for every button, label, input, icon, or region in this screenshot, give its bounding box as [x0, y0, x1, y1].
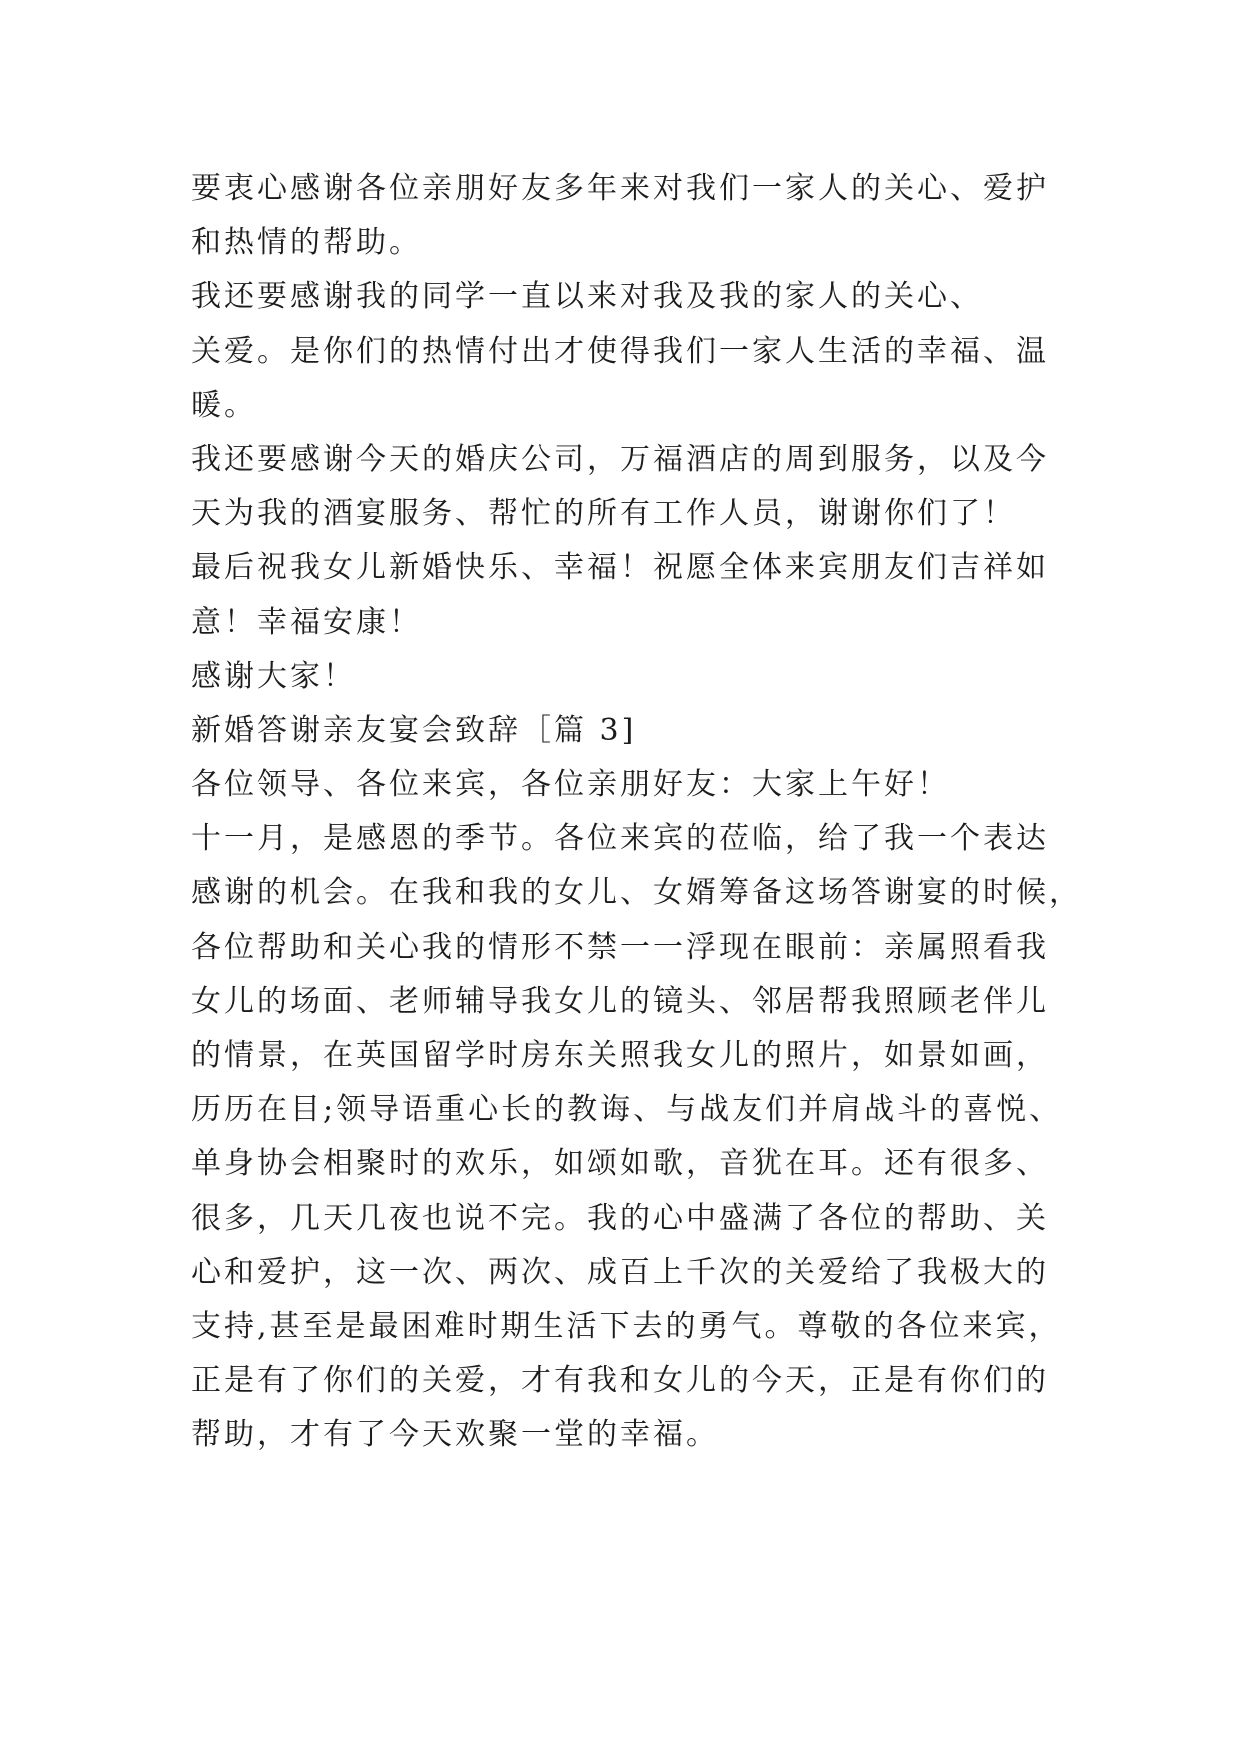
- text-line: 正是有了你们的关爱，才有我和女儿的今天，正是有你们的: [191, 1363, 1049, 1399]
- text-line: 我还要感谢今天的婚庆公司，万福酒店的周到服务，以及今: [191, 441, 1049, 477]
- text-line: 关爱。是你们的热情付出才使得我们一家人生活的幸福、温: [191, 333, 1049, 369]
- text-line: 的情景，在英国留学时房东关照我女儿的照片，如景如画，: [191, 1038, 1049, 1073]
- text-line: 支持,甚至是最困难时期生活下去的勇气。尊敬的各位来宾，: [191, 1308, 1062, 1344]
- text-line: 单身协会相聚时的欢乐，如颂如歌，音犹在耳。还有很多、: [191, 1146, 1049, 1182]
- text-line: 女儿的场面、老师辅导我女儿的镜头、邻居帮我照顾老伴儿: [191, 983, 1049, 1019]
- text-line: 十一月，是感恩的季节。各位来宾的莅临，给了我一个表达: [191, 821, 1049, 857]
- text-line: 帮助，才有了今天欢聚一堂的幸福。: [191, 1417, 719, 1453]
- text-line: 我还要感谢我的同学一直以来对我及我的家人的关心、: [191, 279, 983, 315]
- text-line: 历历在目;领导语重心长的教诲、与战友们并肩战斗的喜悦、: [191, 1092, 1063, 1128]
- text-line: 很多，几天几夜也说不完。我的心中盛满了各位的帮助、关: [191, 1200, 1049, 1236]
- section-heading: 新婚答谢亲友宴会致辞［篇 3]: [191, 712, 637, 748]
- text-line: 暖。: [191, 387, 257, 423]
- text-line: 最后祝我女儿新婚快乐、幸福！祝愿全体来宾朋友们吉祥如: [191, 550, 1049, 586]
- text-line: 感谢大家！: [191, 658, 356, 694]
- salutation-line: 各位领导、各位来宾，各位亲朋好友：大家上午好！: [191, 767, 950, 803]
- text-line: 感谢的机会。在我和我的女儿、女婿筹备这场答谢宴的时候，: [191, 875, 1082, 911]
- text-line: 意！幸福安康！: [191, 604, 422, 640]
- text-line: 心和爱护，这一次、两次、成百上千次的关爱给了我极大的: [191, 1254, 1049, 1290]
- text-line: 天为我的酒宴服务、帮忙的所有工作人员，谢谢你们了！: [191, 496, 1016, 532]
- text-line: 要衷心感谢各位亲朋好友多年来对我们一家人的关心、爱护: [191, 171, 1049, 206]
- document-body: [191, 162, 1082, 1463]
- text-line: 各位帮助和关心我的情形不禁一一浮现在眼前：亲属照看我: [191, 929, 1049, 965]
- text-line: 和热情的帮助。: [191, 225, 422, 261]
